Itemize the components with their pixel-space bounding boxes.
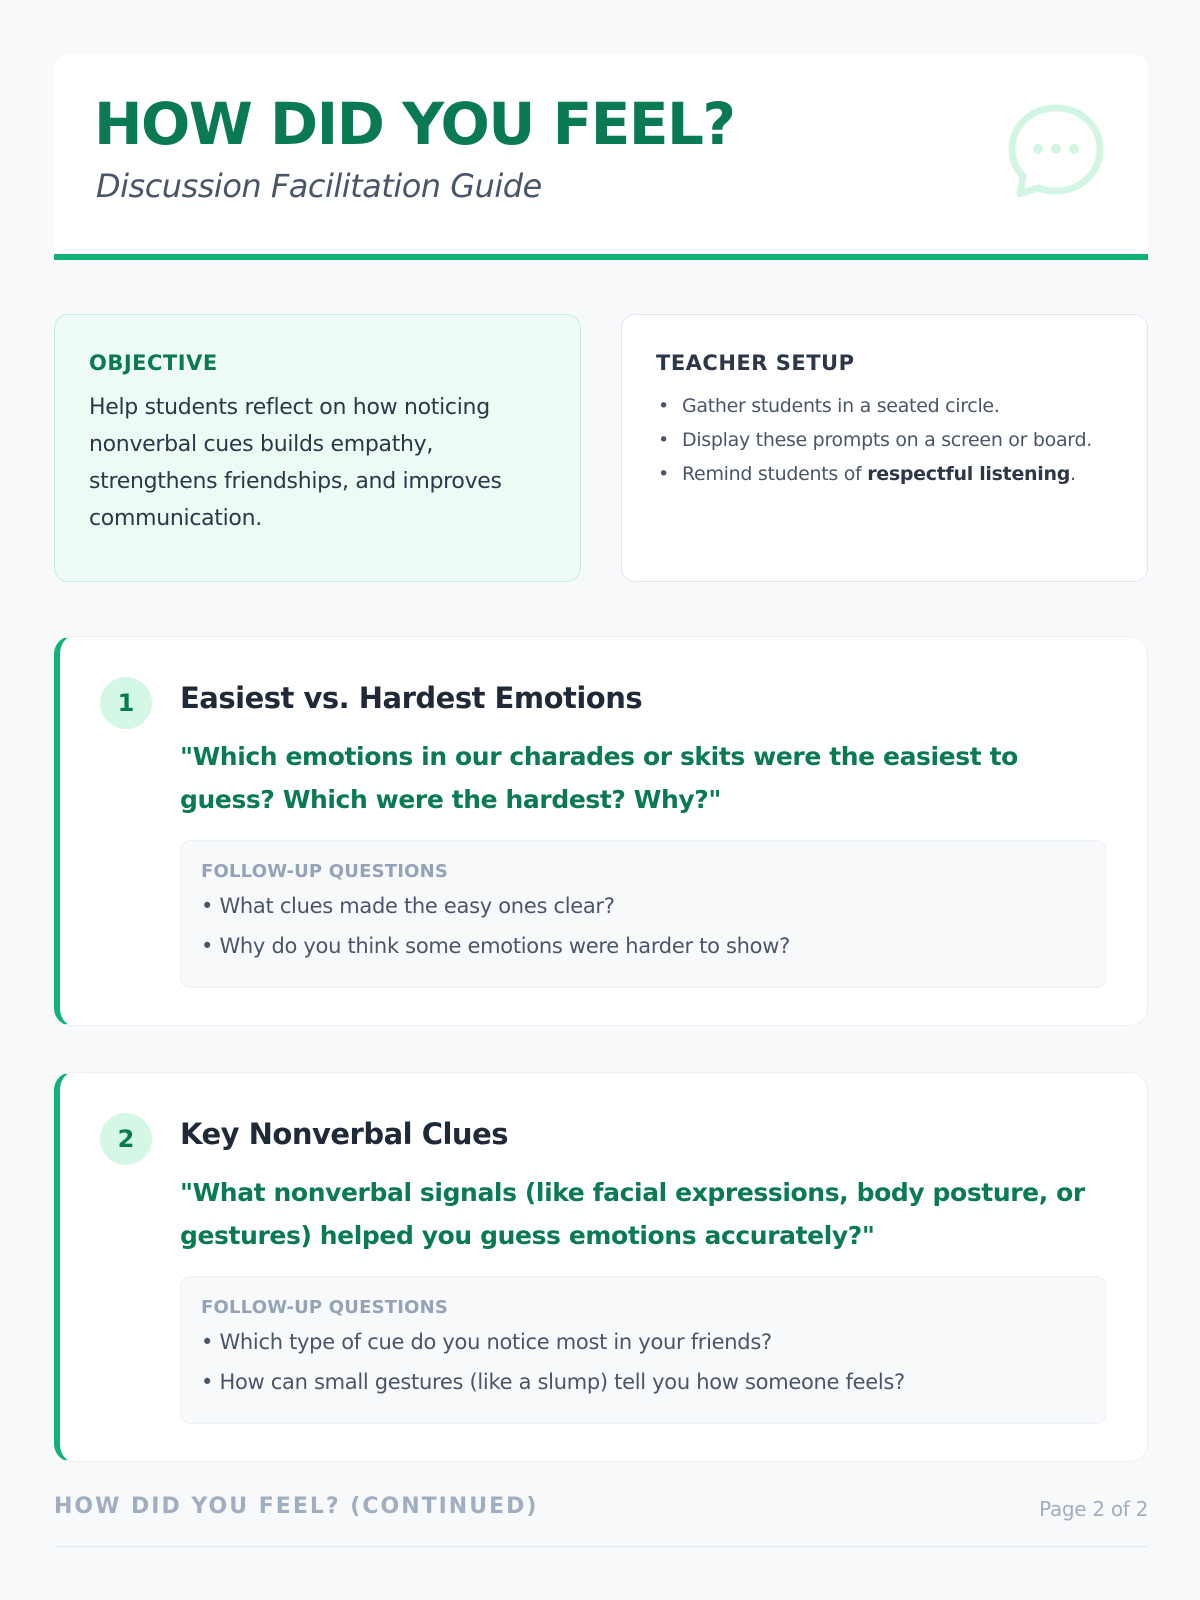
bullet-icon: • <box>658 395 669 417</box>
question-prompt: "Which emotions in our charades or skits were the easiest to guess? Which were the hardest? Why?" <box>180 742 1018 814</box>
question-number-badge: 1 <box>100 677 152 729</box>
bullet-icon: • <box>658 463 669 485</box>
question-title: Key Nonverbal Clues <box>180 1117 509 1151</box>
setup-item-emphasis: respectful listening <box>867 463 1070 485</box>
question-card-2 <box>54 1072 1148 1462</box>
question-number-badge: 2 <box>100 1113 152 1165</box>
header-card <box>54 54 1148 260</box>
question-prompt: "What nonverbal signals (like facial expressions, body posture, or gestures) helped you guess emotions accurately?" <box>180 1178 1085 1250</box>
followup-item: • Why do you think some emotions were harder to show? <box>201 934 790 958</box>
followup-label: FOLLOW-UP QUESTIONS <box>201 861 449 882</box>
teacher-setup-heading: TEACHER SETUP <box>656 351 855 375</box>
objective-card <box>54 314 581 582</box>
followup-item: • What clues made the easy ones clear? <box>201 894 615 918</box>
followup-item: • How can small gestures (like a slump) tell you how someone feels? <box>201 1370 905 1394</box>
setup-item-text-after: . <box>1070 463 1076 485</box>
setup-item-text-before: Remind students of <box>682 463 868 485</box>
question-title: Easiest vs. Hardest Emotions <box>180 681 643 715</box>
objective-text: Help students reflect on how noticing nonverbal cues builds empathy, strengthens friendships, and improves communication. <box>89 395 502 531</box>
setup-item-text: Display these prompts on a screen or board. <box>682 429 1092 451</box>
info-row <box>54 314 1148 582</box>
bullet-icon: • <box>658 429 669 451</box>
setup-item-text: Gather students in a seated circle. <box>682 395 1000 417</box>
page-title: HOW DID YOU FEEL? <box>94 90 735 158</box>
setup-list <box>656 389 1113 491</box>
objective-heading: OBJECTIVE <box>89 351 218 375</box>
setup-item <box>656 457 1113 491</box>
followup-label: FOLLOW-UP QUESTIONS <box>201 1297 449 1318</box>
footer-title: HOW DID YOU FEEL? (CONTINUED) <box>54 1494 539 1519</box>
page-footer <box>54 1484 1148 1547</box>
teacher-setup-card <box>621 314 1148 582</box>
followup-box <box>180 840 1106 988</box>
question-card-1 <box>54 636 1148 1026</box>
followup-item: • Which type of cue do you notice most in your friends? <box>201 1330 772 1354</box>
setup-item <box>656 423 1113 457</box>
followup-box <box>180 1276 1106 1424</box>
page-number: Page 2 of 2 <box>1039 1497 1148 1521</box>
page <box>54 54 1148 1521</box>
setup-item <box>656 389 1113 423</box>
page-subtitle: Discussion Facilitation Guide <box>96 167 542 205</box>
chat-bubble-icon <box>1004 102 1108 206</box>
